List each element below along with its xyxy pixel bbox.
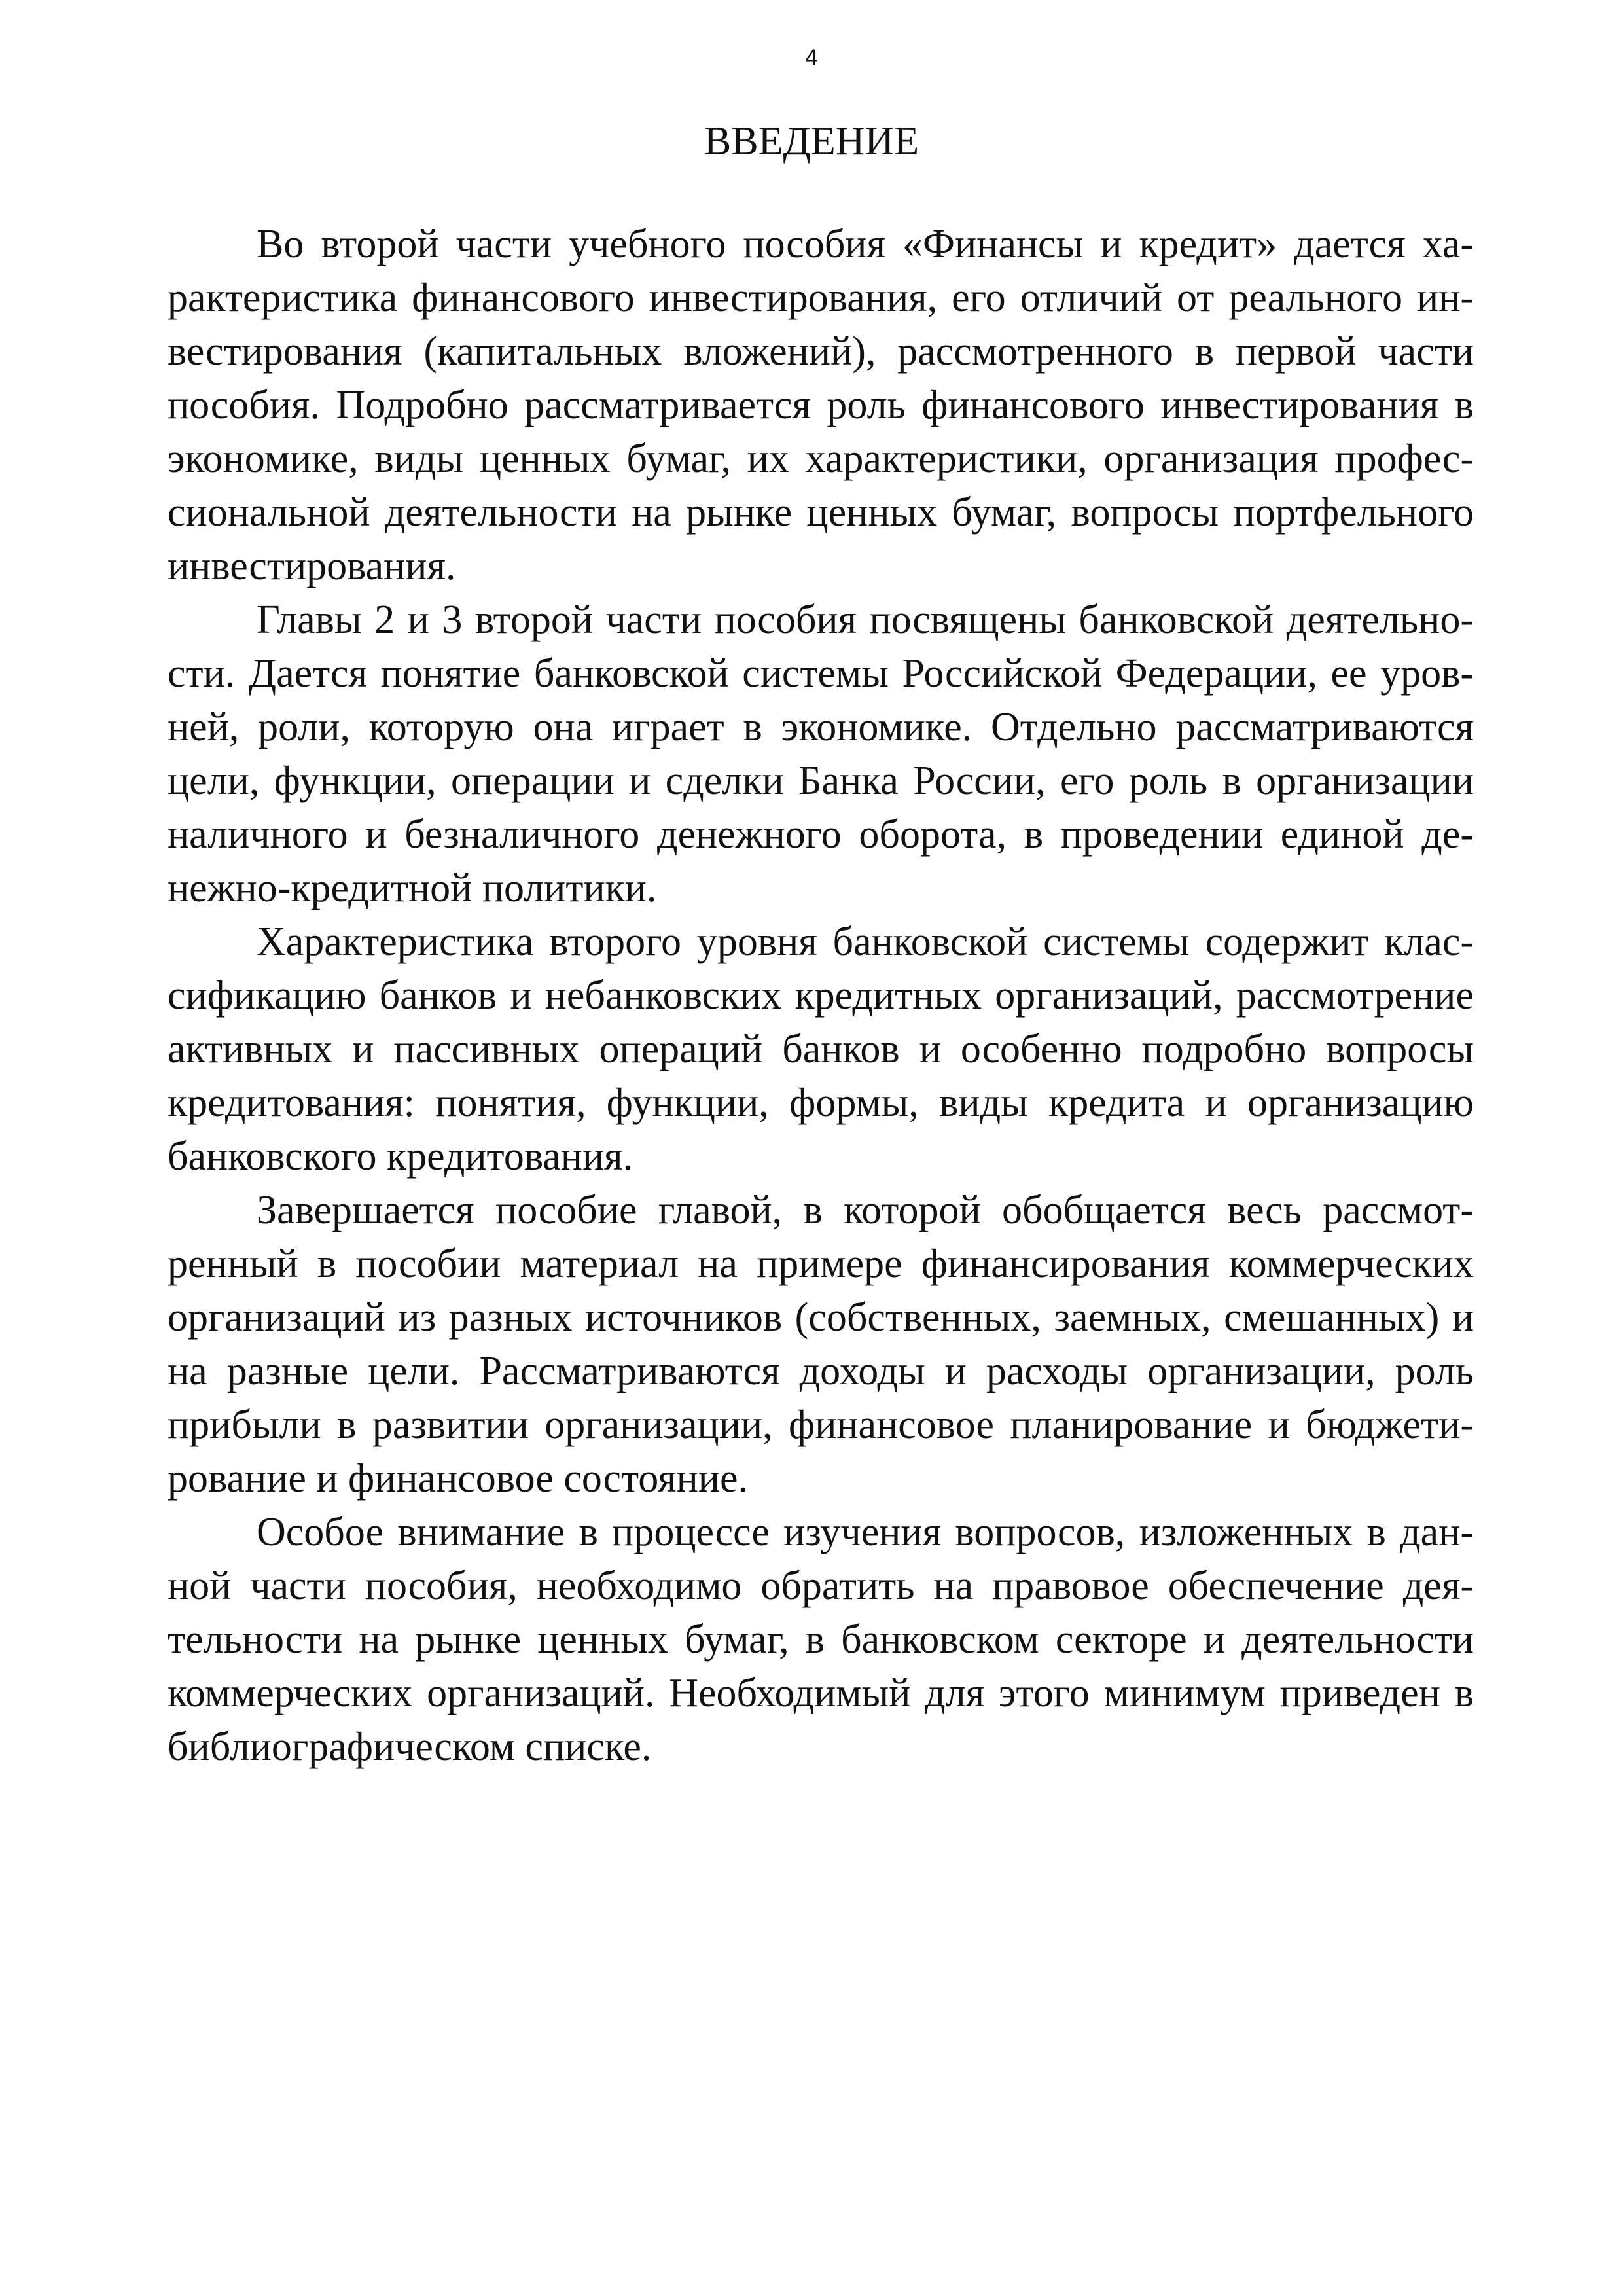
text-line: Завершается пособие главой, в которой обобщается весь рассмот- xyxy=(257,1188,1474,1232)
text-line: наличного и безналичного денежного оборота, в проведении единой де- xyxy=(168,812,1474,857)
paragraph-3 xyxy=(168,915,1474,1183)
text-line: ренный в пособии материал на примере финансирования коммерческих xyxy=(168,1242,1474,1286)
text-line: рактеристика финансового инвестирования, его отличий от реального ин- xyxy=(168,276,1474,320)
text-line: сти. Дается понятие банковской системы Российской Федерации, ее уров- xyxy=(168,651,1474,696)
text-line: нежно-кредитной политики. xyxy=(168,866,657,910)
text-line: ной части пособия, необходимо обратить на правовое обеспечение дея- xyxy=(168,1564,1474,1608)
text-line: активных и пассивных операций банков и особенно подробно вопросы xyxy=(168,1027,1474,1071)
text-line: Характеристика второго уровня банковской системы содержит клас- xyxy=(257,920,1474,964)
text-line: прибыли в развитии организации, финансовое планирование и бюджети- xyxy=(168,1403,1474,1447)
paragraph-4 xyxy=(168,1183,1474,1505)
page-title: ВВЕДЕНИЕ xyxy=(704,119,919,164)
text-line: тельности на рынке ценных бумаг, в банковском секторе и деятельности xyxy=(168,1617,1474,1662)
text-line: рование и финансовое состояние. xyxy=(168,1456,748,1501)
text-line: на разные цели. Рассматриваются доходы и расходы организации, роль xyxy=(168,1349,1474,1393)
text-line: ней, роли, которую она играет в экономике. Отдельно рассматриваются xyxy=(168,705,1474,749)
paragraph-1 xyxy=(168,217,1474,593)
text-line: Во второй части учебного пособия «Финансы и кредит» дается ха- xyxy=(257,222,1474,266)
paragraph-5 xyxy=(168,1505,1474,1774)
text-line: экономике, виды ценных бумаг, их характеристики, организация профес- xyxy=(168,437,1474,481)
text-line: сиональной деятельности на рынке ценных бумаг, вопросы портфельного xyxy=(168,490,1474,535)
text-line: библиографическом списке. xyxy=(168,1725,652,1769)
text-body xyxy=(168,217,1474,1774)
text-line: цели, функции, операции и сделки Банка России, его роль в организации xyxy=(168,759,1474,803)
text-line: пособия. Подробно рассматривается роль финансового инвестирования в xyxy=(168,383,1474,427)
text-line: коммерческих организаций. Необходимый для этого минимум приведен в xyxy=(168,1671,1474,1715)
text-line: сификацию банков и небанковских кредитных организаций, рассмотрение xyxy=(168,973,1474,1018)
text-line: Главы 2 и 3 второй части пособия посвящены банковской деятельно- xyxy=(257,598,1474,642)
text-line: кредитования: понятия, функции, формы, виды кредита и организацию xyxy=(168,1081,1474,1125)
page-number: 4 xyxy=(805,45,818,70)
paragraph-2 xyxy=(168,593,1474,915)
text-line: организаций из разных источников (собственных, заемных, смешанных) и xyxy=(168,1295,1474,1340)
text-line: вестирования (капитальных вложений), рассмотренного в первой части xyxy=(168,329,1474,374)
text-line: Особое внимание в процессе изучения вопросов, изложенных в дан- xyxy=(257,1510,1474,1554)
text-line: инвестирования. xyxy=(168,544,456,588)
text-line: банковского кредитования. xyxy=(168,1134,633,1179)
